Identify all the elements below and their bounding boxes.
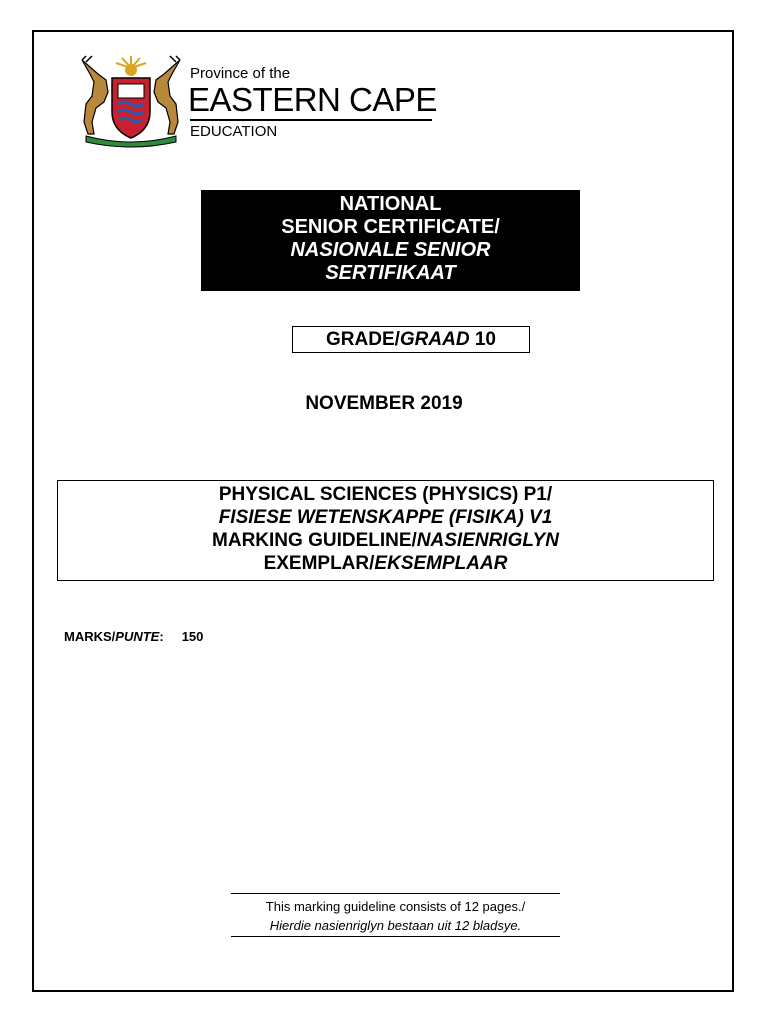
title-line-1: NATIONAL [339,193,442,215]
subject-line-3 [58,529,713,552]
title-line-2: SENIOR CERTIFICATE/ [281,216,500,238]
page-count-footer [231,893,560,937]
marks-label: MARKS/ [64,629,116,644]
subject-box [57,480,714,581]
marks-line [64,629,203,644]
logo-education-text: EDUCATION [190,123,278,140]
marks-label-afrikaans: PUNTE [115,629,160,644]
title-line-4: SERTIFIKAAT [325,262,456,284]
subject-line-2: FISIESE WETENSKAPPE (FISIKA) V1 [218,507,553,528]
subject-line-4 [58,552,713,575]
exam-date: NOVEMBER 2019 [305,393,463,414]
exemplar-label: EXEMPLAR/ [263,553,375,574]
marking-guideline-label: MARKING GUIDELINE/ [212,530,417,551]
eastern-cape-logo [72,52,442,152]
grade-value: 10 [469,329,496,350]
marks-value: 150 [181,629,204,644]
logo-divider [190,119,432,121]
grade-label-afrikaans: GRAAD [399,329,470,350]
grade-label: GRADE/ [326,329,400,350]
marks-colon: : [159,629,164,644]
grade-box [292,326,530,353]
nasienriglyn-label: NASIENRIGLYN [416,530,559,551]
title-line-3: NASIONALE SENIOR [290,239,491,261]
footer-line-2: Hierdie nasienriglyn bestaan uit 12 bladsye. [269,918,522,933]
certificate-title-box [201,190,580,291]
logo-eastern-cape-text: EASTERN CAPE [188,81,437,118]
subject-line-1: PHYSICAL SCIENCES (PHYSICS) P1/ [218,484,553,505]
eksemplaar-label: EKSEMPLAAR [374,553,508,574]
footer-line-1: This marking guideline consists of 12 pages./ [265,899,526,914]
coat-of-arms-icon [72,52,190,152]
logo-province-text: Province of the [190,65,291,82]
